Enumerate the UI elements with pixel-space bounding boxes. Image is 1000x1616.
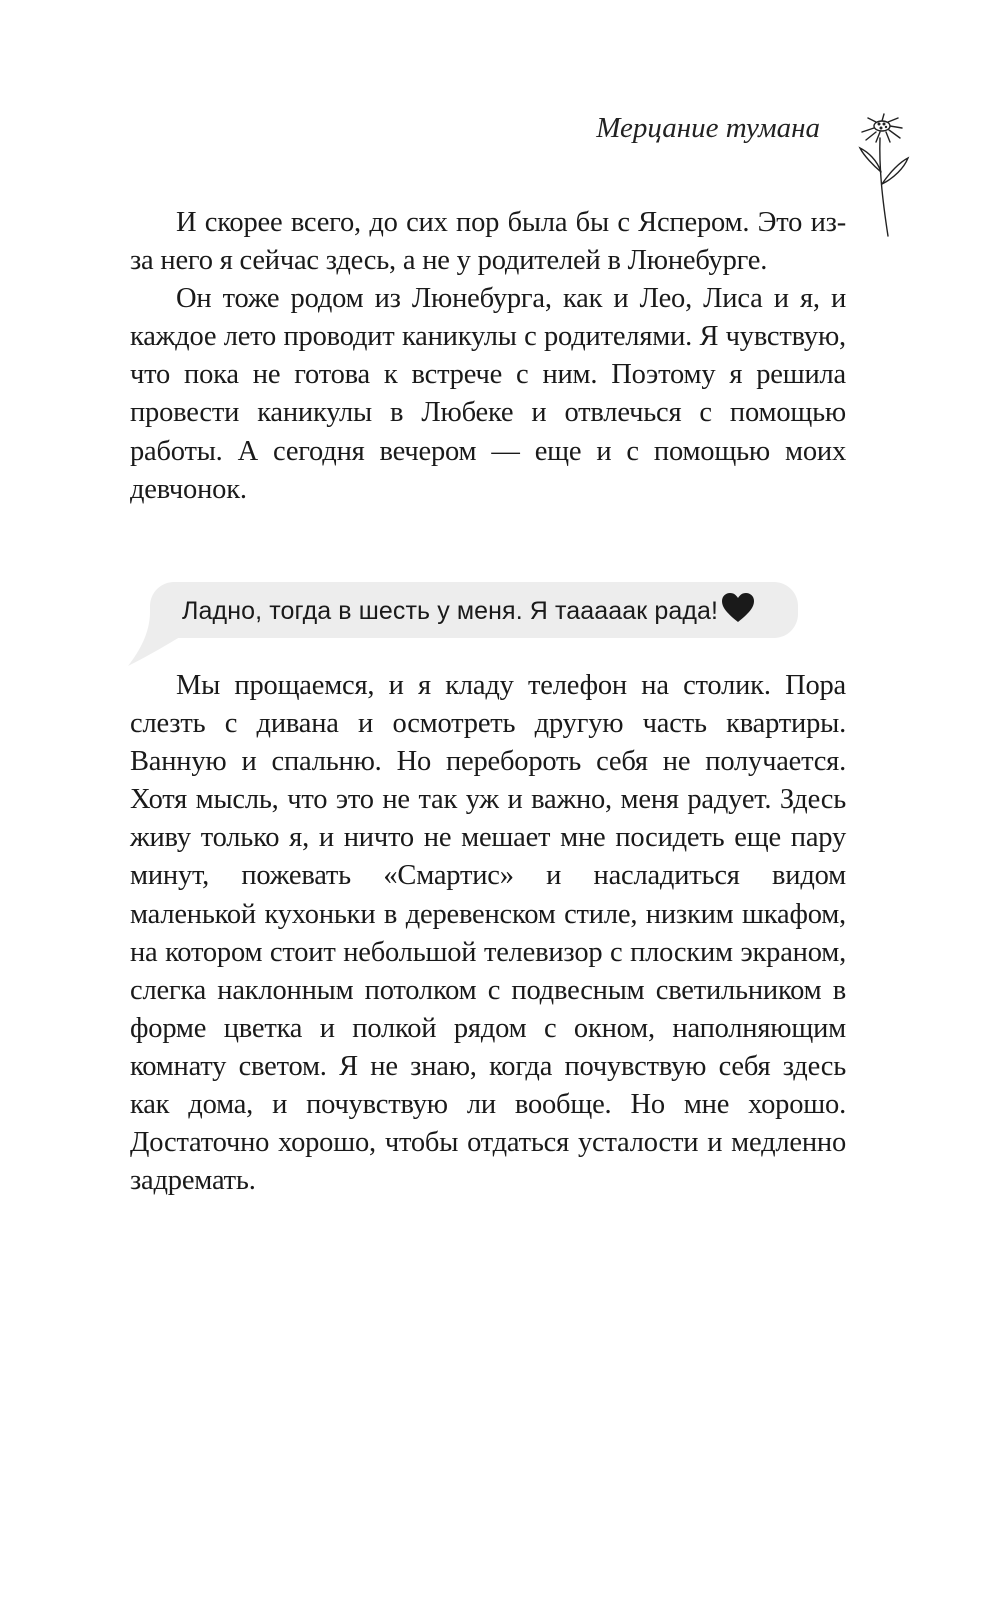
paragraph: И скорее всего, до сих пор была бы с Яспером. Это из-за него я сейчас здесь, а не у родителей в Люнебурге. xyxy=(130,207,846,277)
flower-icon xyxy=(846,112,916,238)
running-title: Мерцание тумана xyxy=(596,112,820,144)
text-block-top xyxy=(130,204,846,509)
message-bubble-tail xyxy=(128,612,188,666)
message-text: Ладно, тогда в шесть у меня. Я тааааак рада! xyxy=(182,597,719,625)
paragraph: Он тоже родом из Люнебурга, как и Лео, Лиса и я, и каждое лето проводит каникулы с родителями. Я чувствую, что пока не готова к встрече с ним. Поэтому я решила провести каникулы в Любеке и отвлечься с помощью работы. А сегодня вечером — еще и с помощью моих девчонок. xyxy=(130,283,846,505)
text-block-bottom xyxy=(130,667,846,1200)
paragraph: Мы прощаемся, и я кладу телефон на столик. Пора слезть с дивана и осмотреть другую часть квартиры. Ванную и спальню. Но перебороть себя не получается. Хотя мысль, что это не так уж и важно, меня радует. Здесь живу только я, и ничто не мешает мне посидеть еще пару минут, пожевать «Смартис» и насладиться видом маленькой кухоньки в деревенском стиле, низким шкафом, на котором стоит небольшой телевизор с плоским экраном, слегка наклонным потолком с подвесным светильником в форме цветка и полкой рядом с окном, наполняющим комнату светом. Я не знаю, когда почувствую себя здесь как дома, и почувствую ли вообще. Но мне хорошо. Достаточно хорошо, чтобы отдаться усталости и медленно задремать. xyxy=(130,670,846,1197)
heart-icon xyxy=(720,592,756,624)
